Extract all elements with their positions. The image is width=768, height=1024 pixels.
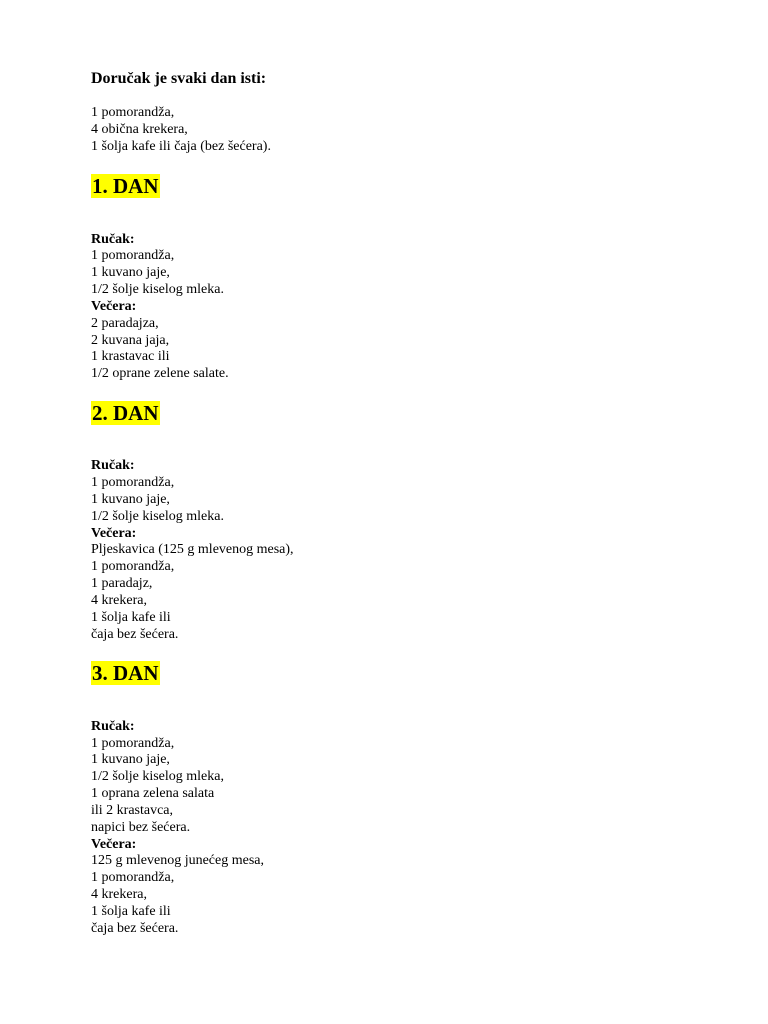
lunch-label: Ručak:: [91, 232, 135, 247]
lunch-item: 1 pomorandža,: [91, 248, 175, 263]
breakfast-title: Doručak je svaki dan isti:: [91, 70, 267, 87]
dinner-item: 125 g mlevenog junećeg mesa,: [91, 853, 265, 868]
dinner-item: čaja bez šećera.: [91, 921, 179, 936]
dinner-item: 2 kuvana jaja,: [91, 333, 170, 348]
dinner-item: 1/2 oprane zelene salate.: [91, 366, 229, 381]
lunch-item: napici bez šećera.: [91, 820, 191, 835]
dinner-item: čaja bez šećera.: [91, 627, 179, 642]
day-heading: 3. DAN: [92, 661, 159, 685]
breakfast-item: 1 šolja kafe ili čaja (bez šećera).: [91, 139, 271, 154]
dinner-label: Večera:: [91, 299, 137, 314]
breakfast-item: 4 obična krekera,: [91, 122, 188, 137]
dinner-item: 1 paradajz,: [91, 576, 153, 591]
day-heading: 1. DAN: [92, 174, 159, 198]
lunch-item: 1/2 šolje kiselog mleka,: [91, 769, 224, 784]
dinner-item: 4 krekera,: [91, 593, 147, 608]
lunch-item: 1/2 šolje kiselog mleka.: [91, 282, 224, 297]
lunch-item: 1 oprana zelena salata: [91, 786, 215, 801]
lunch-item: 1 kuvano jaje,: [91, 752, 170, 767]
lunch-item: ili 2 krastavca,: [91, 803, 174, 818]
dinner-item: 2 paradajza,: [91, 316, 159, 331]
day-heading: 2. DAN: [92, 401, 159, 425]
lunch-item: 1/2 šolje kiselog mleka.: [91, 509, 224, 524]
dinner-item: 4 krekera,: [91, 887, 147, 902]
breakfast-item: 1 pomorandža,: [91, 105, 175, 120]
dinner-item: Pljeskavica (125 g mlevenog mesa),: [91, 542, 294, 557]
dinner-item: 1 pomorandža,: [91, 559, 175, 574]
dinner-item: 1 pomorandža,: [91, 870, 175, 885]
lunch-item: 1 kuvano jaje,: [91, 492, 170, 507]
dinner-item: 1 šolja kafe ili: [91, 904, 171, 919]
lunch-item: 1 kuvano jaje,: [91, 265, 170, 280]
dinner-label: Večera:: [91, 837, 137, 852]
lunch-label: Ručak:: [91, 719, 135, 734]
dinner-item: 1 krastavac ili: [91, 349, 170, 364]
lunch-item: 1 pomorandža,: [91, 475, 175, 490]
dinner-item: 1 šolja kafe ili: [91, 610, 171, 625]
dinner-label: Večera:: [91, 526, 137, 541]
lunch-label: Ručak:: [91, 458, 135, 473]
lunch-item: 1 pomorandža,: [91, 736, 175, 751]
